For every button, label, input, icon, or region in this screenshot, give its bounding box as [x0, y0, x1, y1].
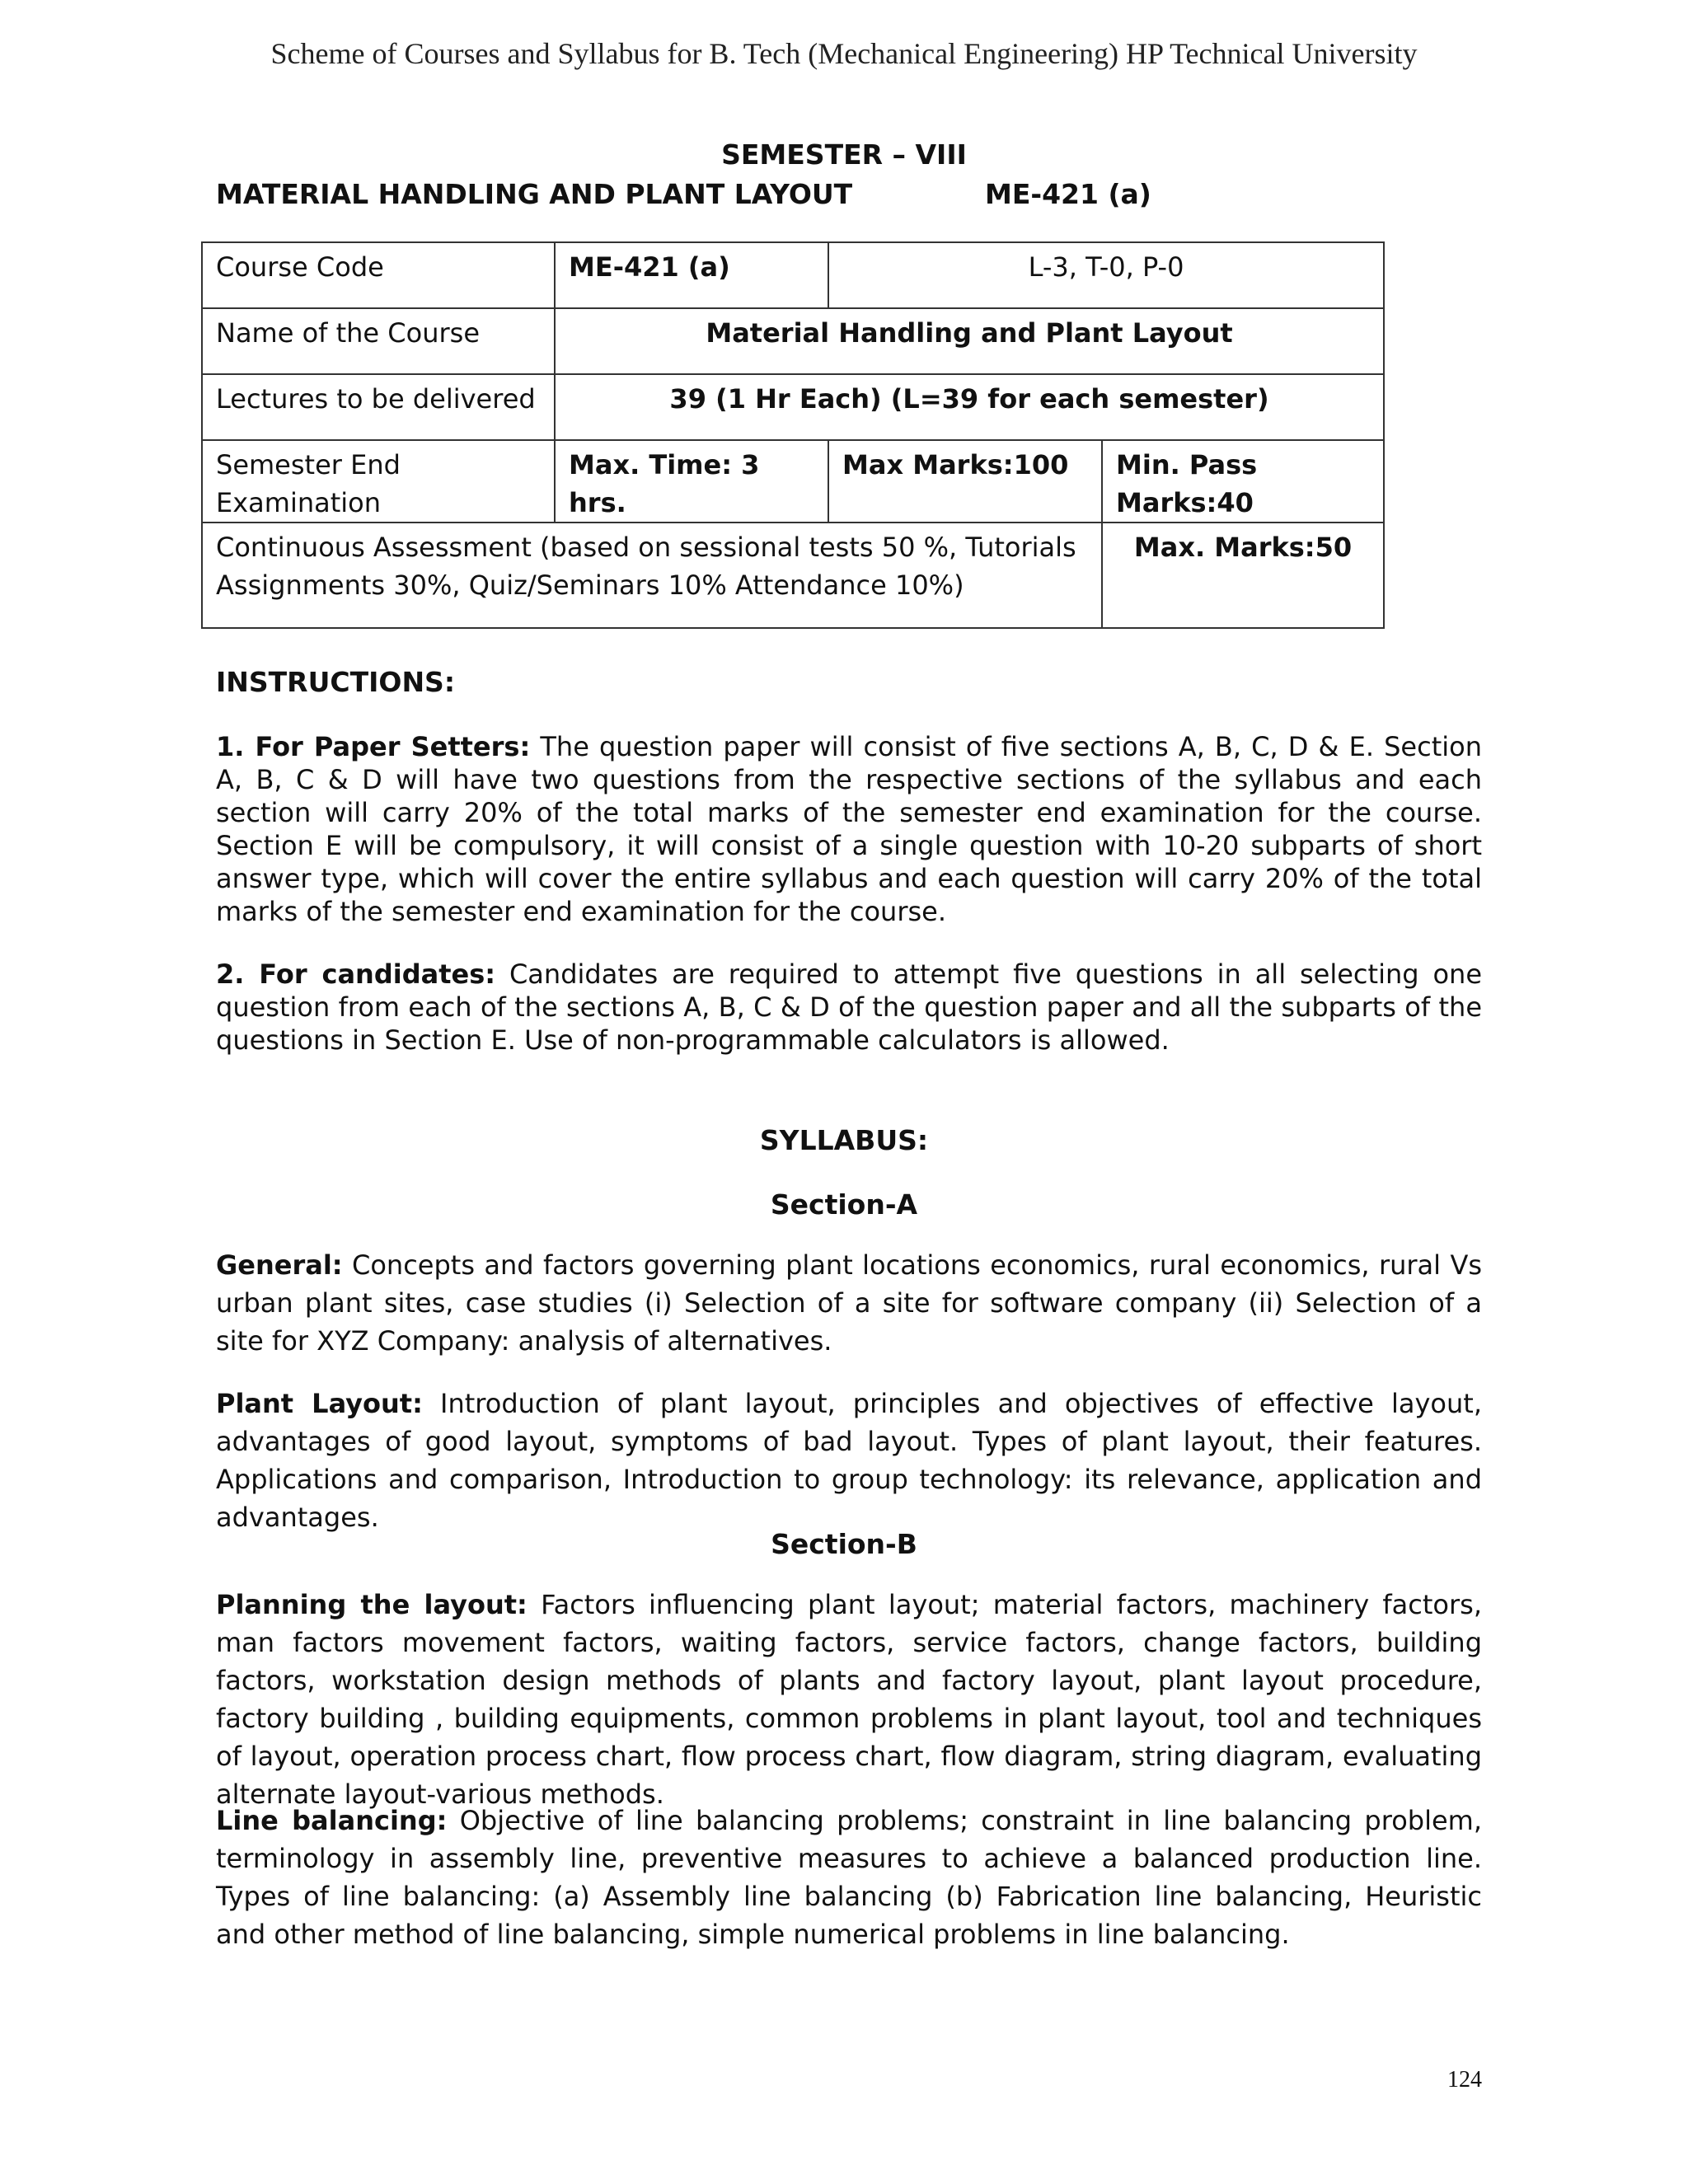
topic-text: Concepts and factors governing plant locations economics, rural economics, rural Vs urban plant sites, case studies (i) Selection of a site for software company (ii) Selection of a site for XYZ Company: analysis of alternatives. — [216, 1249, 1482, 1357]
table-row — [202, 374, 1384, 440]
topic-lead: Line balancing: — [216, 1805, 448, 1836]
table-row — [202, 440, 1384, 523]
general-paragraph — [216, 1246, 1482, 1360]
instruction-candidates — [216, 958, 1482, 1057]
table-row — [202, 242, 1384, 308]
syllabus-heading: SYLLABUS: — [759, 1124, 929, 1156]
section-a-heading: Section-A — [770, 1188, 918, 1221]
instruction-text: Candidates are required to attempt five questions in all selecting one question from each of the sections A, B, C & D of the question paper and all the subparts of the questions in Section E. Use of non-programmable calculators is allowed. — [216, 958, 1483, 1056]
assessment-marks: Max. Marks:50 — [1102, 523, 1384, 628]
topic-lead: Planning the layout: — [216, 1589, 528, 1620]
assessment-label: Continuous Assessment (based on sessional tests 50 %, Tutorials Assignments 30%, Quiz/Seminars 10% Attendance 10%) — [202, 523, 1102, 628]
course-code-value: ME-421 (a) — [555, 242, 828, 308]
instruction-paper-setters — [216, 730, 1482, 928]
section-b-heading: Section-B — [771, 1528, 917, 1560]
topic-text: Introduction of plant layout, principles and objectives of effective layout, advantages of good layout, symptoms of bad layout. Types of plant layout, their features. Applications and comparison, Introduction to group technology: its relevance, application and advantages. — [216, 1388, 1483, 1533]
course-title: MATERIAL HANDLING AND PLANT LAYOUT — [216, 178, 853, 210]
planning-paragraph — [216, 1586, 1482, 1813]
instructions-heading: INSTRUCTIONS: — [216, 666, 456, 698]
table-row — [202, 308, 1384, 374]
topic-lead: General: — [216, 1249, 343, 1281]
page-number: 124 — [1447, 2067, 1482, 2093]
course-name-label: Name of the Course — [202, 308, 555, 374]
course-info-table — [201, 241, 1385, 629]
exam-max-marks: Max Marks:100 — [828, 440, 1102, 523]
instruction-text: The question paper will consist of five sections A, B, C, D & E. Section A, B, C & D will have two questions from the respective sections of the syllabus and each section will carry 20% of the total marks of the semester end examination for the course. Section E will be compulsory, it will consist of a single question with 10-20 subparts of short answer type, which will cover the entire syllabus and each question will carry 20% of the total marks of the semester end examination for the course. — [216, 731, 1483, 927]
instruction-lead: 1. For Paper Setters: — [216, 731, 531, 762]
exam-pass-marks: Min. Pass Marks:40 — [1102, 440, 1384, 523]
instruction-lead: 2. For candidates: — [216, 958, 496, 990]
topic-text: Factors influencing plant layout; material factors, machinery factors, man factors movement factors, waiting factors, service factors, change factors, building factors, workstation design methods of plants and factory layout, plant layout procedure, factory building , building equipments, common problems in plant layout, tool and techniques of layout, operation process chart, flow process chart, flow diagram, string diagram, evaluating alternate layout-various methods. — [216, 1589, 1483, 1810]
ltp-value: L-3, T-0, P-0 — [828, 242, 1384, 308]
topic-lead: Plant Layout: — [216, 1388, 423, 1419]
course-name-value: Material Handling and Plant Layout — [555, 308, 1384, 374]
plant-layout-paragraph — [216, 1385, 1482, 1536]
topic-text: Objective of line balancing problems; constraint in line balancing problem, terminology in assembly line, preventive measures to achieve a balanced production line. Types of line balancing: (a) Assembly line balancing (b) Fabrication line balancing, Heuristic and other method of line balancing, simple numerical problems in line balancing. — [216, 1805, 1483, 1950]
running-header: Scheme of Courses and Syllabus for B. Tech (Mechanical Engineering) HP Technical University — [270, 37, 1418, 70]
lectures-label: Lectures to be delivered — [202, 374, 555, 440]
course-code-label: Course Code — [202, 242, 555, 308]
semester-title: SEMESTER – VIII — [721, 138, 967, 171]
exam-label: Semester End Examination — [202, 440, 555, 523]
table-row — [202, 523, 1384, 628]
course-code-heading: ME-421 (a) — [985, 178, 1151, 210]
line-balancing-paragraph — [216, 1802, 1482, 1953]
exam-time: Max. Time: 3 hrs. — [555, 440, 828, 523]
lectures-value: 39 (1 Hr Each) (L=39 for each semester) — [555, 374, 1384, 440]
